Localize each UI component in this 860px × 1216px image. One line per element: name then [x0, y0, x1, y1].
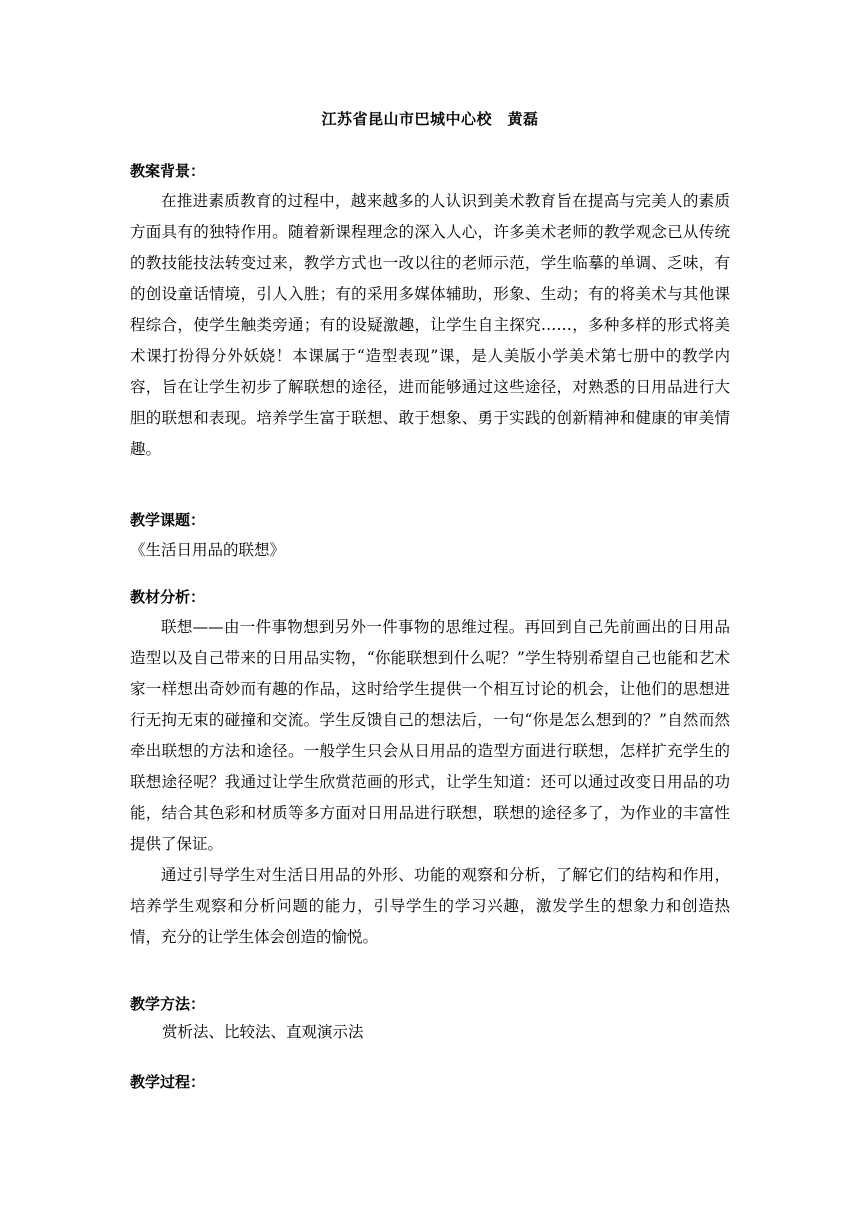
- analysis-paragraph-1: 联想——由一件事物想到另外一件事物的思维过程。再回到自己先前画出的日用品造型以及自己带来的日用品实物，“你能联想到什么呢？”学生特别希望自己也能和艺术家一样想出奇妙而有趣的作品，这时给学生提供一个相互讨论的机会，让他们的思想进行无拘无束的碰撞和交流。学生反馈自己的想法后，一句“你是怎么想到的？”自然而然牵出联想的方法和途径。一般学生只会从日用品的造型方面进行联想，怎样扩充学生的联想途径呢？我通过让学生欣赏范画的形式，让学生知道：还可以通过改变日用品的功能，结合其色彩和材质等多方面对日用品进行联想，联想的途径多了，为作业的丰富性提供了保证。: [130, 618, 730, 853]
- author-line: 江苏省昆山市巴城中心校 黄磊: [321, 110, 539, 128]
- background-body: [130, 186, 730, 465]
- topic-heading: 教学课题：: [130, 511, 206, 529]
- method-heading: 教学方法：: [130, 995, 206, 1013]
- method-text: 赏析法、比较法、直观演示法: [162, 1023, 364, 1041]
- analysis-body: [130, 612, 730, 953]
- analysis-heading: 教材分析：: [130, 588, 206, 606]
- process-heading: 教学过程：: [130, 1073, 206, 1091]
- analysis-paragraph-2: 通过引导学生对生活日用品的外形、功能的观察和分析，了解它们的结构和作用，培养学生观察和分析问题的能力，引导学生的学习兴趣，激发学生的想象力和创造热情，充分的让学生体会创造的愉悦。: [130, 866, 730, 946]
- background-heading: 教案背景：: [130, 162, 206, 180]
- background-paragraph: 在推进素质教育的过程中，越来越多的人认识到美术教育旨在提高与完美人的素质方面具有的独特作用。随着新课程理念的深入人心，许多美术老师的教学观念已从传统的教技能技法转变过来，教学方式也一改以往的老师示范，学生临摹的单调、乏味，有的创设童话情境，引人入胜；有的采用多媒体辅助，形象、生动；有的将美术与其他课程综合，使学生触类旁通；有的设疑激趣，让学生自主探究……，多种多样的形式将美术课打扮得分外妖娆！本课属于“造型表现”课，是人美版小学美术第七册中的教学内容，旨在让学生初步了解联想的途径，进而能够通过这些途径，对熟悉的日用品进行大胆的联想和表现。培养学生富于联想、敢于想象、勇于实践的创新精神和健康的审美情趣。: [130, 192, 730, 458]
- topic-text: 《生活日用品的联想》: [130, 541, 286, 559]
